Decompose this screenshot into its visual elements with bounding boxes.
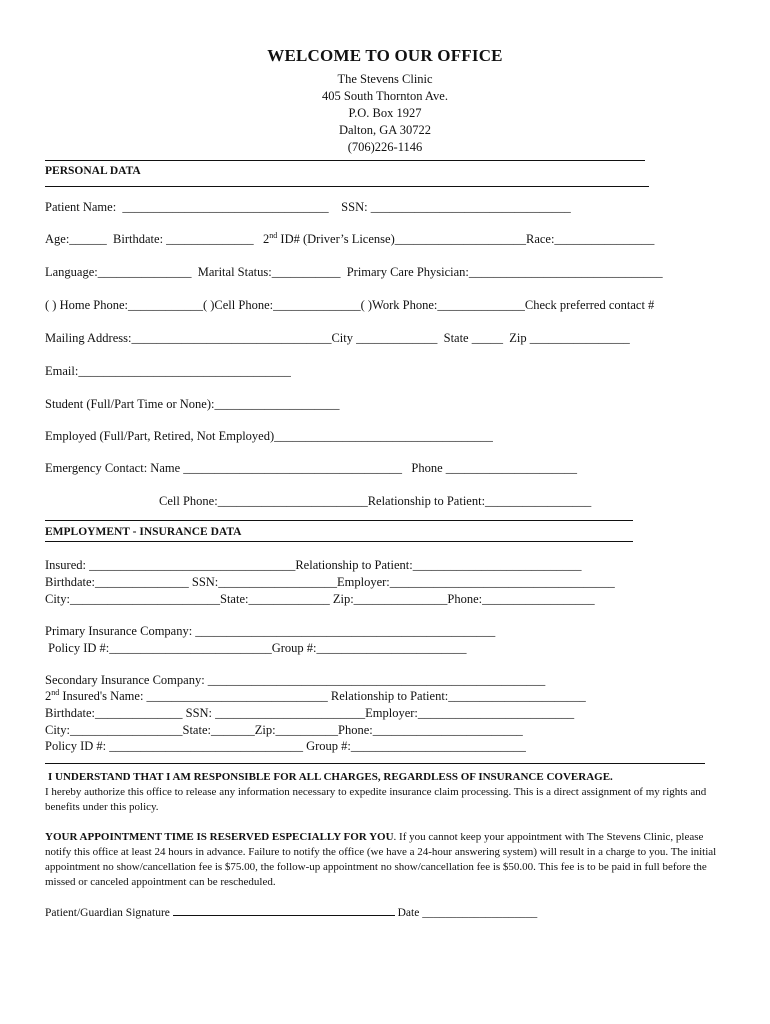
appointment-heading: YOUR APPOINTMENT TIME IS RESERVED ESPECIALLY FOR YOU [45,831,394,843]
date-field[interactable]: Date ____________________ [394,907,538,919]
signature-line[interactable] [173,904,395,916]
email-field[interactable]: Email:__________________________________ [45,364,291,378]
signature-label: Patient/Guardian Signature [45,907,173,919]
age-label: Age:______ Birthdate: ______________ 2 [45,232,270,246]
second-insured-name-field[interactable] [45,689,586,704]
second-city-state-zip-phone-field[interactable]: City:__________________State:_______Zip:__________Phone:________________________ [45,723,523,737]
relationship-label: Relationship to Patient: [367,494,486,508]
divider [45,520,633,521]
ordinal-suffix: nd [51,688,60,697]
secondary-insurance-company-field[interactable]: Secondary Insurance Company: ______________________________________________________ [45,673,546,687]
clinic-po-box: P.O. Box 1927 [348,106,422,120]
insured-city-state-zip-phone-field[interactable]: City:________________________State:_____________ Zip:_______________Phone:__________________ [45,592,595,606]
age-birthdate-id-race-field[interactable] [45,232,654,247]
primary-insurance-company-field[interactable]: Primary Insurance Company: ________________________________________________ [45,624,496,638]
emergency-contact-field[interactable]: Emergency Contact: Name ___________________________________ Phone _____________________ [45,461,578,475]
appointment-notice [45,830,725,890]
id-race-label: ID# (Driver’s License)_____________________Race:________________ [277,232,655,246]
clinic-phone: (706)226-1146 [347,140,423,154]
ordinal-suffix: nd [269,231,278,240]
divider [45,160,645,161]
cell-phone-blank[interactable]: ________________________ [217,494,368,508]
second-policy-group-field[interactable]: Policy ID #: _______________________________ Group #:____________________________ [45,739,526,753]
primary-policy-group-field[interactable]: Policy ID #:__________________________Group #:________________________ [45,641,467,655]
student-status-field[interactable]: Student (Full/Part Time or None):____________________ [45,397,340,411]
responsibility-heading: I UNDERSTAND THAT I AM RESPONSIBLE FOR ALL CHARGES, REGARDLESS OF INSURANCE COVERAGE. [48,771,613,783]
form-header [0,46,770,156]
section-title-employment: EMPLOYMENT - INSURANCE DATA [45,526,242,538]
divider [45,186,649,187]
appointment-body: . If you cannot keep your appointment with The Stevens Clinic, please notify this office at least 24 hours in advance. Failure to notify the office (we have a 24-hour answering system) will result in a charge to you. The initial appointment no show/cancellation fee is $75.00, the follow-up appointment no show/cancellation fee is $50.00. This fee is to be paid in full before the missed or canceled appointment can be rescheduled. [45,831,717,888]
form-title: WELCOME TO OUR OFFICE [267,46,503,65]
clinic-name: The Stevens Clinic [337,72,433,86]
second-insured-label: Insured's Name: _____________________________ Relationship to Patient:______________________ [59,689,586,703]
insured-birthdate-ssn-employer-field[interactable]: Birthdate:_______________ SSN:___________________Employer:____________________________________ [45,575,615,589]
relationship-blank[interactable]: _________________ [485,494,592,508]
signature-row [45,904,537,919]
patient-name-ssn-field[interactable]: Patient Name: _________________________________ SSN: ________________________________ [45,200,571,214]
emergency-cell-relationship-field[interactable] [159,494,591,509]
insured-field[interactable]: Insured: _________________________________Relationship to Patient:___________________________ [45,558,582,572]
phone-contacts-field[interactable]: ( ) Home Phone:____________( )Cell Phone:______________( )Work Phone:______________Check preferred contact # [45,298,655,312]
divider [45,763,705,764]
divider [45,541,633,542]
language-marital-physician-field[interactable]: Language:_______________ Marital Status:___________ Primary Care Physician:_______________________________ [45,265,663,279]
second-birthdate-ssn-employer-field[interactable]: Birthdate:______________ SSN: ________________________Employer:_________________________ [45,706,575,720]
authorization-text: I hereby authorize this office to release any information necessary to expedite insurance claim processing. This is a direct assignment of my rights and benefits under this policy. [45,786,707,813]
clinic-city-state-zip: Dalton, GA 30722 [338,123,431,137]
ordinal-number: 2 [45,689,52,703]
mailing-address-field[interactable]: Mailing Address:________________________________City _____________ State _____ Zip ________________ [45,331,630,345]
section-title-personal: PERSONAL DATA [45,165,141,177]
employment-status-field[interactable]: Employed (Full/Part, Retired, Not Employed)___________________________________ [45,429,493,443]
clinic-street: 405 South Thornton Ave. [322,89,448,103]
cell-phone-label: Cell Phone: [159,494,218,508]
